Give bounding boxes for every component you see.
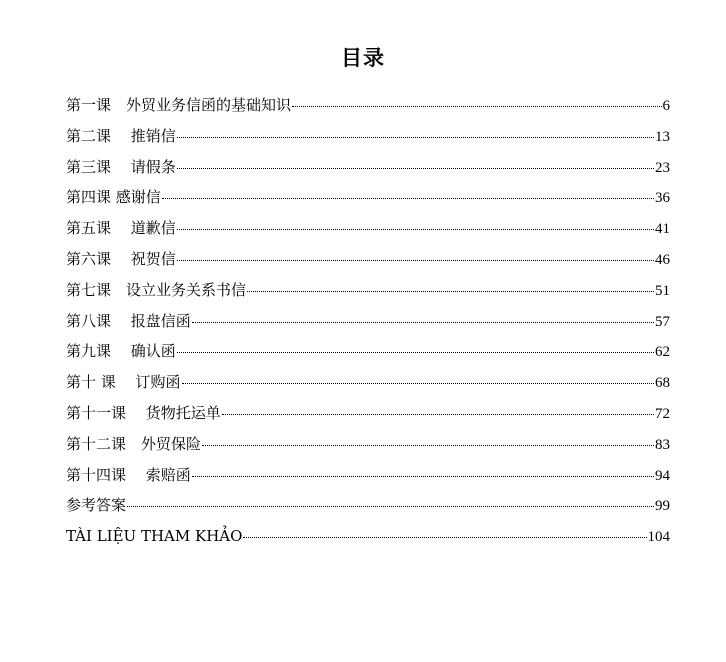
toc-entry-page: 23	[655, 159, 670, 176]
toc-entry-9[interactable]	[66, 340, 670, 363]
toc-entry-label: 第六课 祝贺信	[66, 249, 176, 268]
dot-leader	[292, 106, 661, 107]
page-title: 目录	[341, 46, 385, 70]
toc-entry-page: 83	[655, 436, 670, 453]
toc-entry-page: 68	[655, 375, 670, 392]
table-of-contents	[66, 94, 670, 556]
toc-entry-page: 51	[655, 282, 670, 299]
toc-entry-2[interactable]	[66, 125, 670, 148]
toc-entry-11[interactable]	[66, 402, 670, 425]
toc-entry-15[interactable]	[66, 525, 670, 548]
toc-entry-label: 第七课 设立业务关系书信	[66, 280, 247, 299]
toc-entry-page: 6	[662, 98, 670, 114]
dot-leader	[177, 229, 654, 230]
toc-entry-label: 第十四课 索赔函	[66, 465, 191, 484]
dot-leader	[177, 137, 654, 138]
toc-entry-label: 第四课 感谢信	[66, 188, 161, 207]
toc-entry-label: 第二课 推销信	[66, 126, 176, 145]
toc-entry-page: 46	[655, 251, 670, 268]
toc-entry-label: 第一课 外贸业务信函的基础知识	[66, 96, 292, 114]
toc-entry-14[interactable]	[66, 494, 670, 517]
toc-entry-page: 104	[647, 529, 670, 546]
dot-leader	[192, 322, 654, 323]
dot-leader	[202, 445, 654, 446]
toc-entry-7[interactable]	[66, 279, 670, 302]
toc-entry-label: TÀI LIỆU THAM KHẢO	[66, 527, 243, 546]
toc-entry-page: 72	[655, 405, 670, 422]
dot-leader	[177, 168, 654, 169]
toc-entry-3[interactable]	[66, 156, 670, 179]
toc-entry-4[interactable]	[66, 186, 670, 209]
dot-leader	[243, 537, 646, 538]
toc-entry-13[interactable]	[66, 464, 670, 487]
toc-entry-page: 62	[655, 344, 670, 361]
toc-entry-6[interactable]	[66, 248, 670, 271]
toc-entry-label: 参考答案	[66, 496, 127, 515]
toc-entry-label: 第三课 请假条	[66, 157, 176, 176]
toc-entry-label: 第十 课 订购函	[66, 373, 181, 392]
toc-entry-page: 41	[655, 221, 670, 238]
dot-leader	[127, 506, 654, 507]
toc-entry-page: 13	[655, 128, 670, 145]
toc-entry-page: 99	[655, 498, 670, 515]
dot-leader	[192, 476, 654, 477]
toc-entry-5[interactable]	[66, 217, 670, 240]
toc-entry-page: 57	[655, 313, 670, 330]
toc-entry-1[interactable]	[66, 94, 670, 117]
toc-entry-10[interactable]	[66, 371, 670, 394]
dot-leader	[177, 260, 654, 261]
toc-entry-8[interactable]	[66, 310, 670, 333]
dot-leader	[222, 414, 654, 415]
toc-entry-12[interactable]	[66, 433, 670, 456]
toc-entry-label: 第十二课 外贸保险	[66, 434, 202, 453]
toc-entry-label: 第五课 道歉信	[66, 219, 176, 238]
toc-entry-label: 第八课 报盘信函	[66, 311, 191, 330]
toc-entry-label: 第九课 确认函	[66, 342, 176, 361]
dot-leader	[182, 383, 654, 384]
dot-leader	[177, 352, 654, 353]
dot-leader	[162, 198, 654, 199]
toc-entry-label: 第十一课 货物托运单	[66, 403, 221, 422]
toc-entry-page: 94	[655, 467, 670, 484]
toc-entry-page: 36	[655, 190, 670, 207]
dot-leader	[247, 291, 654, 292]
